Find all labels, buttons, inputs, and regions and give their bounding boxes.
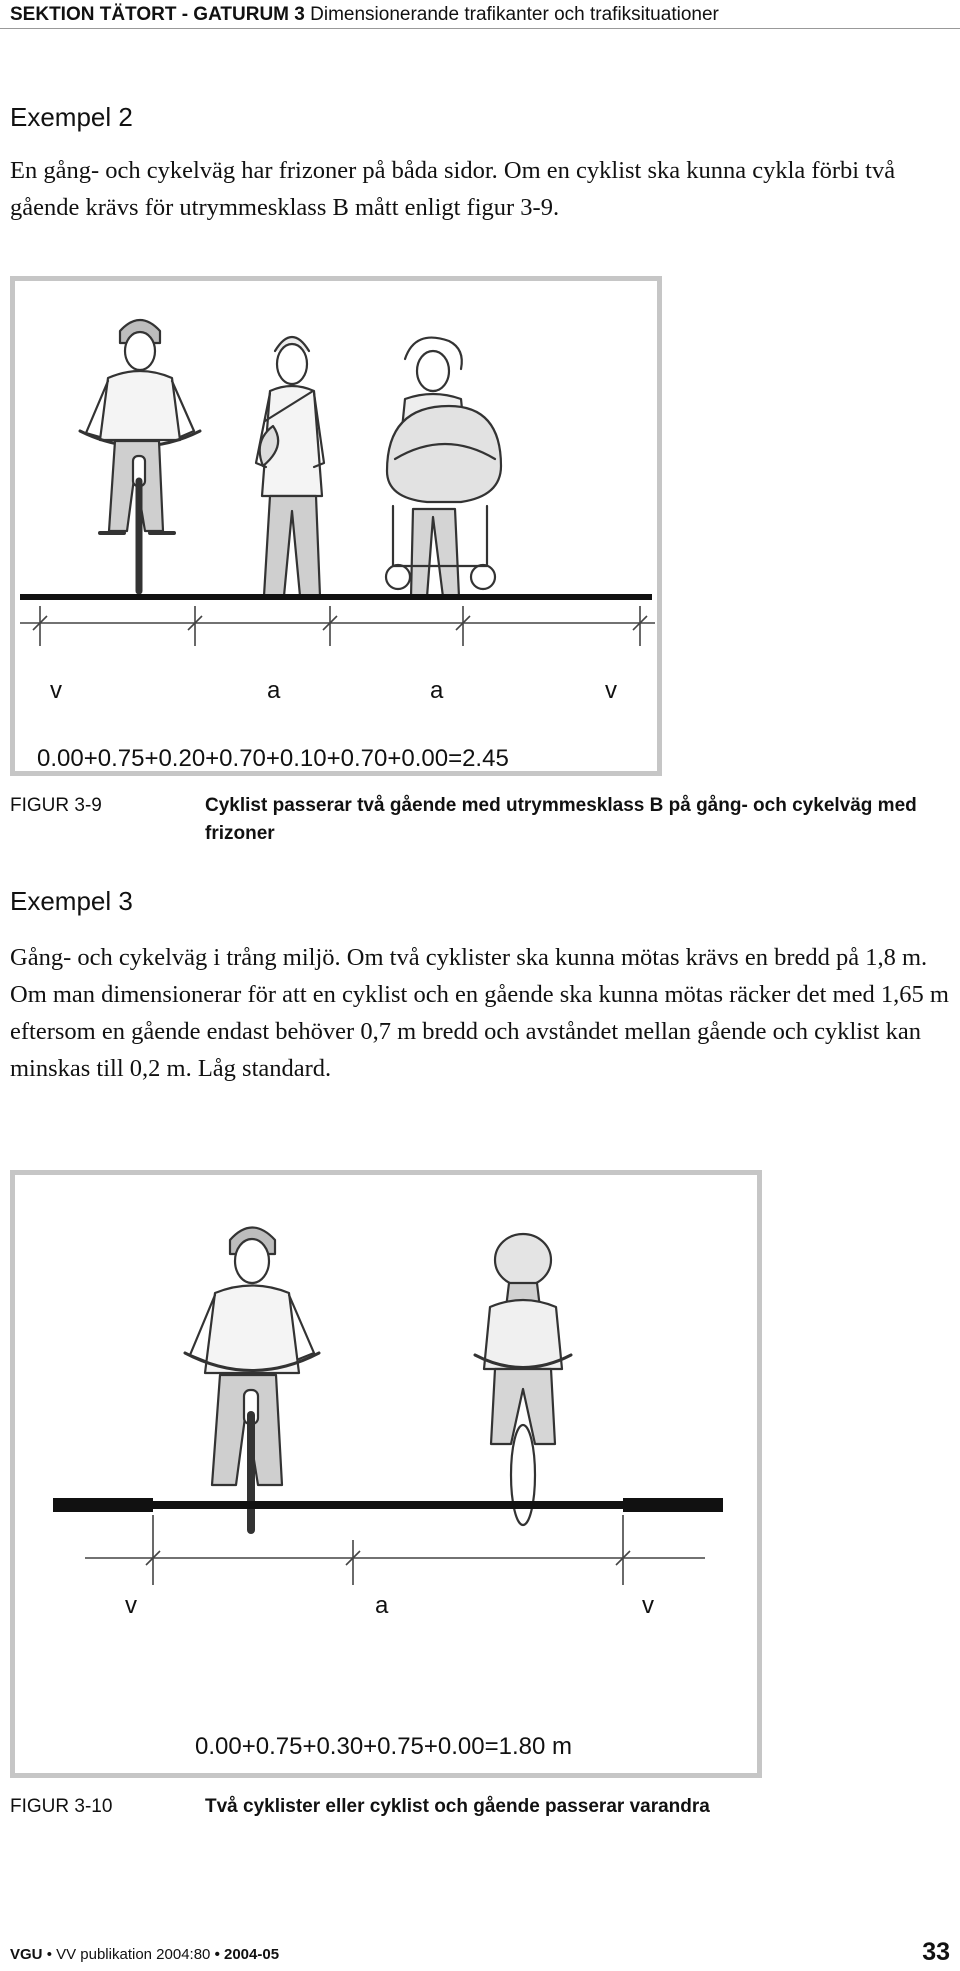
figure-3-9-drawing [15,281,657,771]
header-chapter-title: Dimensionerande trafikanter och trafiksituationer [310,4,719,25]
figure-3-10-caption: Två cyklister eller cyklist och gående passerar varandra [205,1796,710,1817]
figure-3-9-equation: 0.00+0.75+0.20+0.70+0.10+0.70+0.00=2.45 [37,745,509,772]
example-3-heading: Exempel 3 [10,886,133,916]
dim-label-a-1: a [267,677,281,704]
dim-label-v-right: v [605,677,617,704]
dim-label-a-2: a [430,677,444,704]
figure-3-9-label: FIGUR 3-9 [10,795,102,816]
ground-line [20,594,652,600]
example-3-text: Gång- och cykelväg i trång miljö. Om två cyklister ska kunna mötas krävs en bredd på 1,8 m. Om man dimensionerar för att en cyklist och en gående ska kunna mötas räcker det med 1,65 m eftersom en gående endast behöver 0,7 m bredd och avståndet mellan gående och cyklist kan minskas till 0,2 m. Låg standard. [10,944,949,1082]
footer-publication: • VV publikation 2004:80 [46,1946,211,1963]
frizon-right [623,1498,723,1512]
figure-3-10-label: FIGUR 3-10 [10,1796,113,1817]
cyclist-figure [80,320,200,591]
cyclist-front-figure [185,1228,319,1531]
path-surface [153,1501,623,1509]
figure-3-10-drawing [15,1175,757,1773]
frizon-left [53,1498,153,1512]
dim-label-v-right: v [642,1592,654,1619]
cyclist-rear-figure [475,1234,571,1525]
figure-3-10-equation: 0.00+0.75+0.30+0.75+0.00=1.80 m [195,1733,573,1760]
header-section: SEKTION TÄTORT - GATURUM [10,4,289,25]
page-number: 33 [922,1938,950,1966]
figure-3-9-caption: Cyklist passerar två gående med utrymmesklass B på gång- och cykelväg med frizoner [205,795,917,844]
figure-3-9-illustration [10,276,662,776]
example-2-text: En gång- och cykelväg har frizoner på båda sidor. Om en cyklist ska kunna cykla förbi två gående krävs för utrymmesklass B mått enligt figur 3-9. [10,157,896,221]
footer-date: • 2004-05 [214,1946,280,1963]
header-chapter-number: 3 [294,4,305,25]
figure-3-10-illustration [10,1170,762,1778]
footer-vgu: VGU [10,1946,43,1963]
dimension-lines [20,606,655,646]
pedestrian-with-pram-figure [386,338,501,597]
example-2-heading: Exempel 2 [10,102,133,132]
dim-label-a: a [375,1592,389,1619]
header-divider [0,28,960,29]
pedestrian-figure [256,337,328,597]
dim-label-v-left: v [125,1592,137,1619]
footer [10,1945,279,1965]
dimension-lines-10 [85,1515,705,1585]
dim-label-v-left: v [50,677,62,704]
running-header [10,2,958,28]
